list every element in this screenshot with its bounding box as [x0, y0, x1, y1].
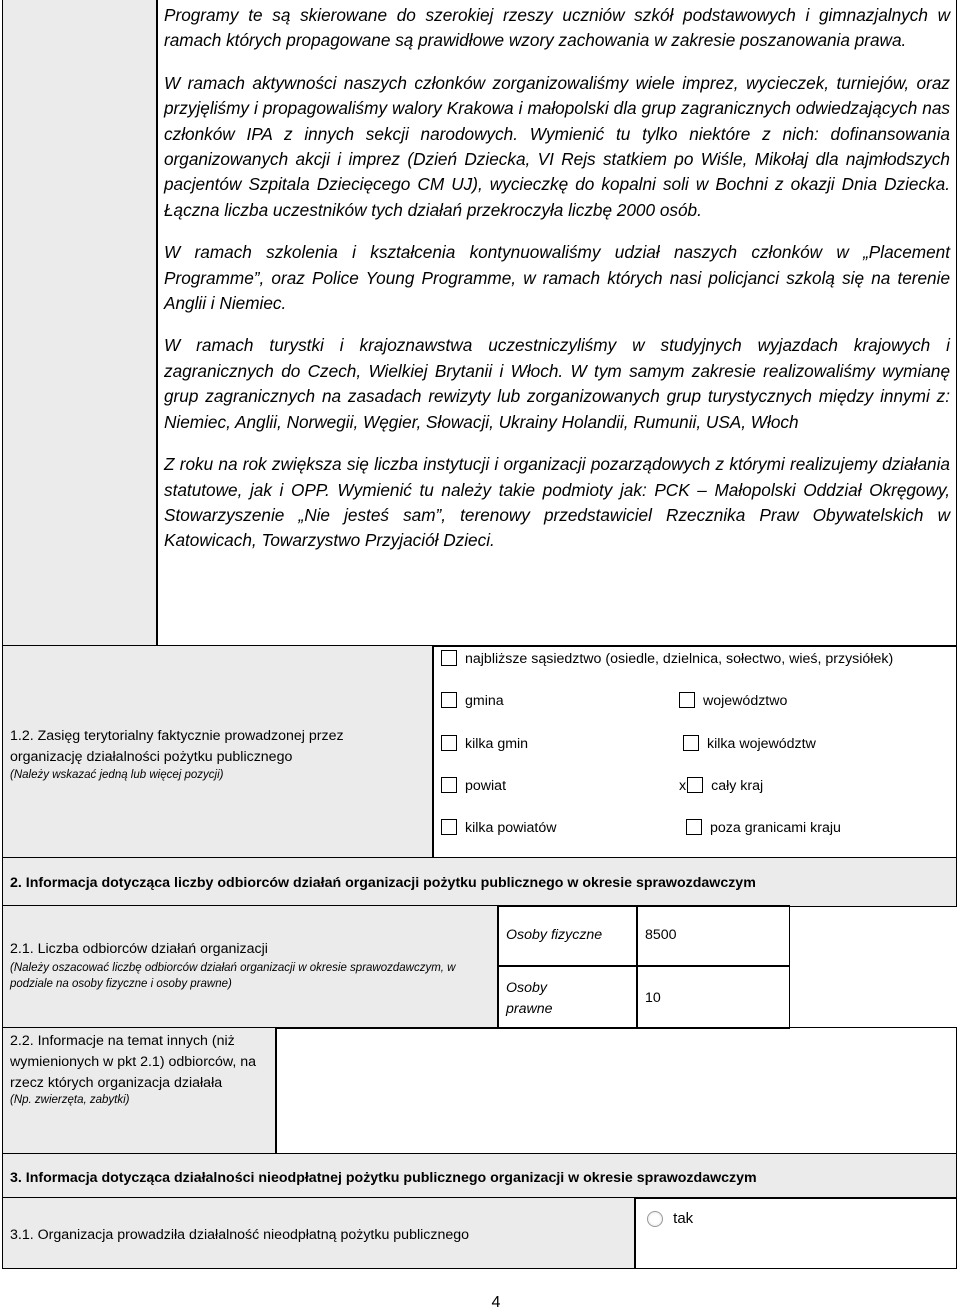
s31-label: 3.1. Organizacja prowadziła działalność nieodpłatną pożytku publicznego — [10, 1227, 470, 1243]
option-wojewodztwo[interactable] — [679, 693, 787, 709]
osoby-prawne-value-cell[interactable] — [636, 965, 790, 1029]
option-kilka-wojewodztw[interactable] — [683, 736, 816, 752]
gmina-label: gmina — [465, 693, 504, 709]
s22-value-cell[interactable] — [275, 1027, 957, 1155]
s22-label: 2.2. Informacje na temat innych (niż wymienionych w pkt 2.1) odbiorców, na rzecz których organizacja działała — [10, 1033, 257, 1091]
option-kilka-gmin[interactable] — [441, 736, 528, 752]
s22-label-cell — [2, 1027, 277, 1155]
s12-label: 1.2. Zasięg terytorialny faktycznie prowadzonej przez organizację działalności pożytku publicznego — [10, 728, 344, 765]
narrative-cell — [156, 0, 957, 647]
narrative-paragraph-5: Z roku na rok zwiększa się liczba instytucji i organizacji pozarządowych z którymi realizujemy działania statutowe, jak i OPP. Wymienić tu należy takie podmioty jak: PCK – Małopolski Oddział Okręgowy, Stowarzyszenie „Nie jesteś sam”, terenowy przedstawiciel Rzecznika Praw Obywatelskich w Katowicach, Towarzystwo Przyjaciół Dzieci. — [164, 454, 950, 551]
poza-granicami-checkbox[interactable] — [686, 819, 702, 835]
option-powiat[interactable] — [441, 778, 506, 794]
page-number: 4 — [491, 1294, 501, 1311]
s3-header-text: 3. Informacja dotycząca działalności nieodpłatnej pożytku publicznego organizacji w okresie sprawozdawczym — [10, 1170, 757, 1186]
s3-header — [2, 1153, 957, 1199]
powiat-checkbox[interactable] — [441, 777, 457, 793]
left-margin-cell — [2, 0, 158, 647]
osoby-prawne-value: 10 — [645, 990, 661, 1006]
option-gmina[interactable] — [441, 693, 504, 709]
osoby-fizyczne-value-cell[interactable] — [636, 905, 790, 967]
wojewodztwo-checkbox[interactable] — [679, 692, 695, 708]
narrative-paragraph-2: W ramach aktywności naszych członków zorganizowaliśmy wiele imprez, wycieczek, turniejów, oraz przyjęliśmy i propagowaliśmy walory Krakowa i małopolski dla grup zagranicznych odwiedzających nas członków IPA z innych sekcji narodowych. Wymienić tu tylko niektóre z nich: dofinansowania organizowanych akcji i imprez (Dzień Dziecka, VI Rejs statkiem po Wiśle, Mikołaj dla najmłodszych pacjentów Szpitala Dziecięcego CM UJ), wycieczkę do kopalni soli w Bochni z okazji Dnia Dziecka. Łączna liczba uczestników tych działań przekroczyła liczbę 2000 osób. — [164, 72, 950, 220]
caly-kraj-label: cały kraj — [711, 778, 764, 794]
neighbourhood-label: najbliższe sąsiedztwo (osiedle, dzielnica, sołectwo, wieś, przysiółek) — [465, 651, 894, 667]
option-kilka-powiatow[interactable] — [441, 820, 556, 836]
kilka-wojewodztw-label: kilka województw — [707, 736, 816, 752]
tak-label: tak — [673, 1210, 694, 1227]
kilka-gmin-checkbox[interactable] — [441, 735, 457, 751]
kilka-powiatow-checkbox[interactable] — [441, 819, 457, 835]
s21-label: 2.1. Liczba odbiorców działań organizacji — [10, 941, 268, 957]
kilka-gmin-label: kilka gmin — [465, 736, 529, 752]
narrative-paragraph-4: W ramach turystki i krajoznawstwa uczestniczyliśmy w studyjnych wyjazdach krajowych i zagranicznych do Czech, Wielkiej Brytanii i Włoch. W tym samym zakresie realizowaliśmy wymianę grup zagranicznych na zasadach rewizyty lub zorganizowanych grup turystycznych między innymi z: Niemiec, Anglii, Norwegii, Węgier, Słowacji, Ukrainy Holandii, Rumunii, USA, Włoch — [164, 335, 950, 432]
s22-hint: (Np. zwierzęta, zabytki) — [10, 1094, 130, 1106]
wojewodztwo-label: województwo — [703, 693, 788, 709]
option-caly-kraj[interactable] — [679, 778, 763, 794]
caly-kraj-mark: x — [679, 778, 687, 794]
kilka-powiatow-label: kilka powiatów — [465, 820, 557, 836]
gmina-checkbox[interactable] — [441, 692, 457, 708]
narrative-paragraph-1: Programy te są skierowane do szerokiej rzeszy uczniów szkół podstawowych i gimnazjalnych w ramach których propagowane są prawidłowe wzory zachowania w zakresie poszanowania prawa. — [164, 5, 950, 51]
powiat-label: powiat — [465, 778, 507, 794]
s2-header — [2, 857, 957, 907]
neighbourhood-checkbox[interactable] — [441, 650, 457, 666]
s12-label-cell — [2, 645, 434, 859]
s2-header-text: 2. Informacja dotycząca liczby odbiorców działań organizacji pożytku publicznego w okresie sprawozdawczym — [10, 875, 756, 891]
narrative-paragraph-3: W ramach szkolenia i kształcenia kontynuowaliśmy udział naszych członków w „Placement Programme”, oraz Police Young Programme, w ramach których nasi policjanci szkolą się na terenie Anglii i Niemiec. — [164, 242, 950, 314]
tak-radio[interactable] — [647, 1211, 663, 1227]
osoby-fizyczne-label-cell — [497, 905, 638, 967]
s12-hint: (Należy wskazać jedną lub więcej pozycji) — [10, 769, 224, 781]
s12-options-cell — [432, 645, 957, 859]
option-poza-granicami[interactable] — [686, 820, 841, 836]
s31-options-cell — [634, 1197, 957, 1269]
option-tak[interactable] — [647, 1210, 693, 1227]
s21-label-cell — [2, 905, 499, 1029]
kilka-wojewodztw-checkbox[interactable] — [683, 735, 699, 751]
poza-granicami-label: poza granicami kraju — [710, 820, 841, 836]
osoby-fizyczne-value: 8500 — [645, 927, 677, 943]
s21-hint: (Należy oszacować liczbę odbiorców działań organizacji w okresie sprawozdawczym, w podziale na osoby fizyczne i osoby prawne) — [10, 962, 456, 990]
s31-label-cell — [2, 1197, 636, 1269]
osoby-prawne-label: Osoby prawne — [506, 980, 553, 1017]
osoby-prawne-label-cell — [497, 965, 638, 1029]
option-neighbourhood[interactable] — [441, 651, 893, 667]
caly-kraj-checkbox[interactable] — [687, 777, 703, 793]
osoby-fizyczne-label: Osoby fizyczne — [506, 927, 603, 943]
